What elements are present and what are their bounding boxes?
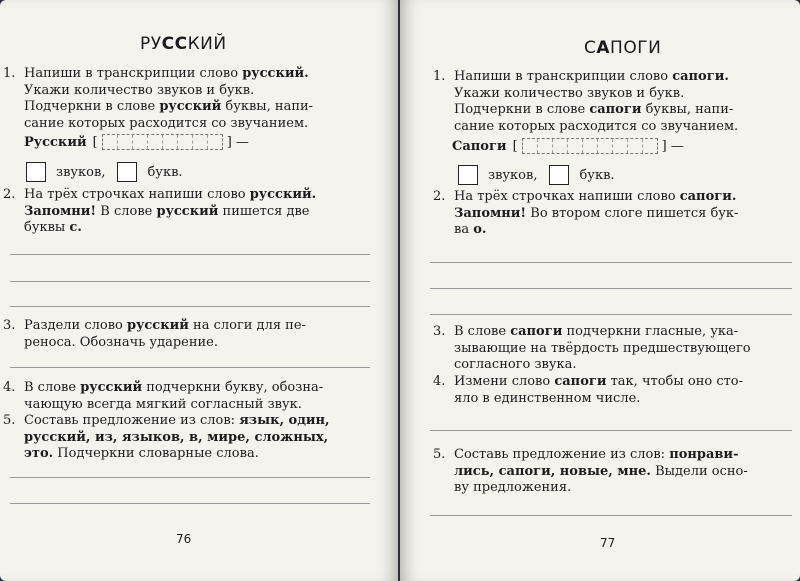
page-number: 77 (600, 536, 616, 550)
task-2: 2. На трёх строчках напиши слово русский. Запомни! В слове русский пишется две буквы с. (3, 187, 317, 235)
task-5: 5. Составь предложение из слов: понрави- лись, сапоги, новые, мне. Выдели осно- ву предложения. (433, 447, 748, 495)
task-2: 2. На трёх строчках напиши слово сапоги. Запомни! Во втором слоге пишется бук- ва о. (433, 189, 739, 237)
writing-line[interactable] (430, 288, 792, 289)
writing-line[interactable] (10, 477, 370, 478)
task-1: 1. Напиши в транскрипции слово сапоги. Укажи количество звуков и букв. Подчеркни в слове сапоги буквы, напи- сание которых расходится со звучанием. (433, 69, 739, 134)
page-number: 76 (176, 532, 192, 546)
writing-line[interactable] (430, 515, 792, 516)
count-row: звуков, букв. (458, 165, 615, 185)
right-page (400, 0, 800, 581)
page-title: САПОГИ (584, 38, 662, 58)
page-title: РУССКИЙ (140, 34, 227, 54)
task-5: 5. Составь предложение из слов: язык, один, русский, из, языков, в, мире, сложных, это. Подчеркни словарные слова. (3, 413, 330, 461)
transcription-row: Сапоги [ ] — (452, 138, 684, 154)
transcription-row: Русский [ ] — (24, 134, 249, 150)
task-4: 4. В слове русский подчеркни букву, обозна- чающую всегда мягкий согласный звук. (3, 380, 324, 412)
task-3: 3. В слове сапоги подчеркни гласные, ука- зывающие на твёрдость предшествующего согласного звука. (433, 324, 751, 372)
writing-line[interactable] (10, 367, 370, 368)
left-page (0, 0, 398, 581)
writing-line[interactable] (10, 503, 370, 504)
task-3: 3. Раздели слово русский на слоги для пе- реноса. Обозначь ударение. (3, 318, 306, 350)
writing-line[interactable] (10, 281, 370, 282)
transcription-cells[interactable] (522, 138, 658, 154)
task-4: 4. Измени слово сапоги так, чтобы оно сто- яло в единственном числе. (433, 374, 744, 406)
letters-count-box[interactable] (549, 165, 569, 185)
task-1: 1. Напиши в транскрипции слово русский. Укажи количество звуков и букв. Подчеркни в слове русский буквы, напи- сание которых расходится со звучанием. (3, 66, 314, 131)
count-row: звуков, букв. (26, 162, 183, 182)
writing-line[interactable] (10, 254, 370, 255)
writing-line[interactable] (430, 314, 792, 315)
letters-count-box[interactable] (117, 162, 137, 182)
sounds-count-box[interactable] (26, 162, 46, 182)
writing-line[interactable] (10, 306, 370, 307)
transcription-cells[interactable] (102, 134, 223, 150)
writing-line[interactable] (430, 430, 792, 431)
writing-line[interactable] (430, 262, 792, 263)
sounds-count-box[interactable] (458, 165, 478, 185)
